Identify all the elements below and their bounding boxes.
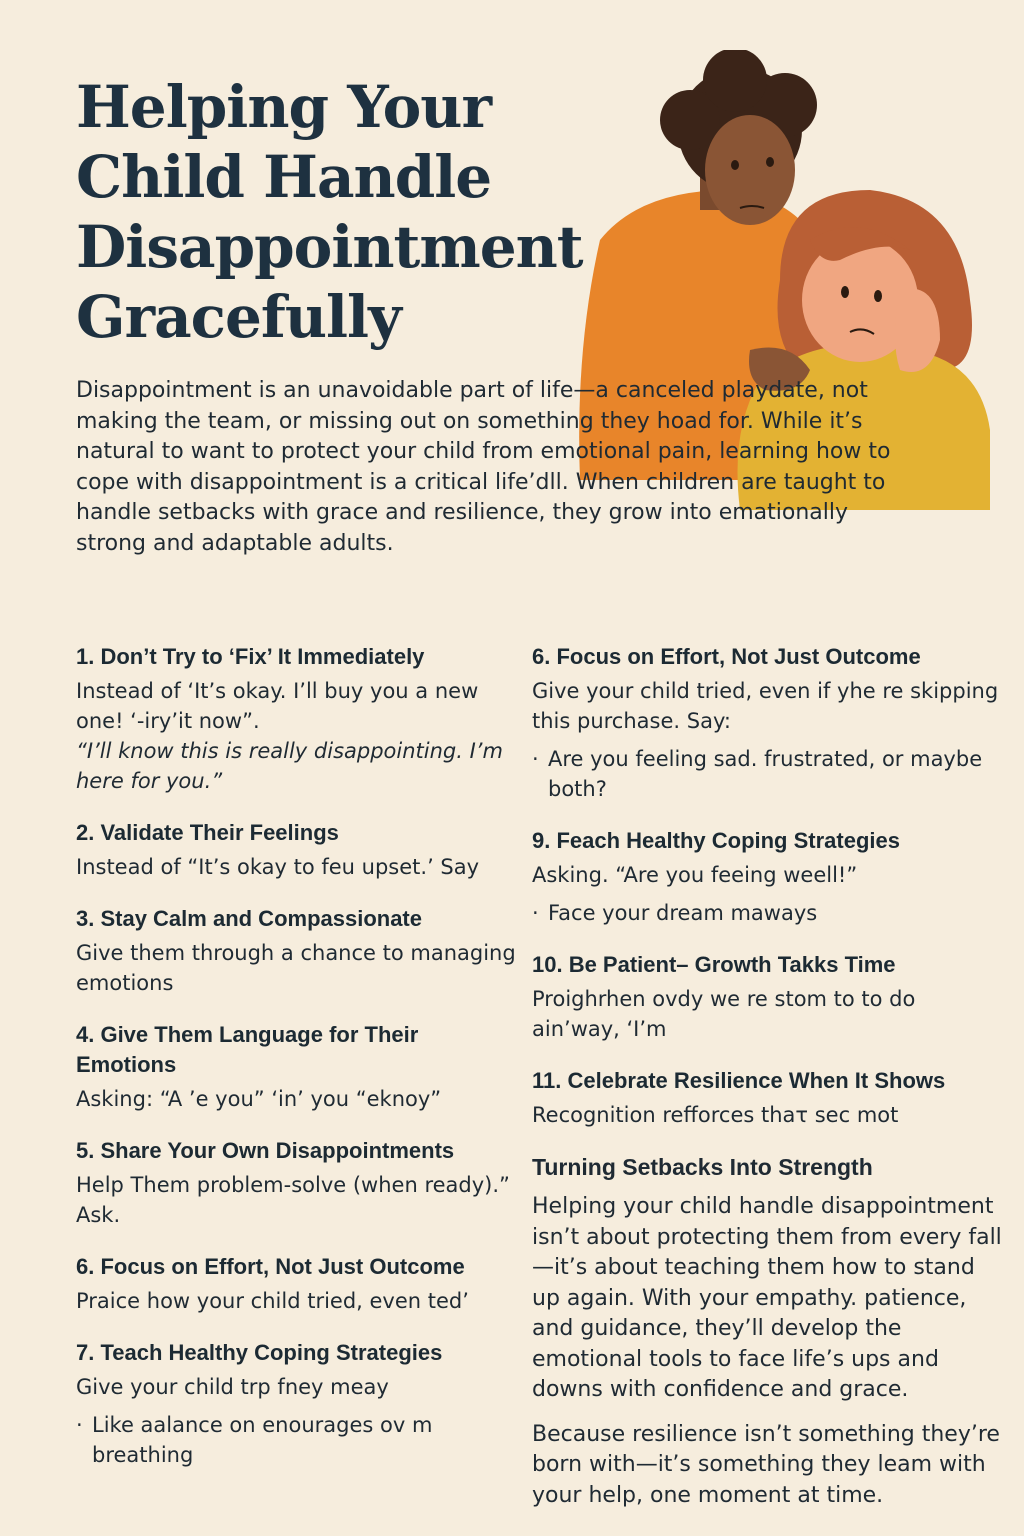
tip-text: Asking: “A ’e you” ‘in’ you “eknoy” [76, 1087, 442, 1111]
tip-heading: 6. Focus on Effort, Not Just Outcome [76, 1254, 465, 1279]
tip-text: Instead of “It’s okay to feu upset.’ Say [76, 855, 480, 879]
tip-heading: 1. Don’t Try to ‘Fix’ It Immediately [76, 644, 425, 669]
tip-section [532, 950, 1002, 1044]
tip-section [76, 1020, 516, 1114]
tip-text: Recognition refforces thaτ sec mot [532, 1103, 899, 1127]
tip-bullet: · Like aalance on enourages ov m breathing [76, 1410, 516, 1470]
closing-section [532, 1152, 1002, 1511]
tip-section [76, 818, 516, 882]
tip-quote: “I’ll know this is really disappointing. I’m here for you.” [76, 739, 503, 793]
tip-heading: 5. Share Your Own Disappointments [76, 1138, 455, 1163]
tip-section [76, 1252, 516, 1316]
tip-text: Asking. “Are you feeing weell!” [532, 863, 858, 887]
tip-text: Give your child trp fney meay [76, 1375, 389, 1399]
tip-heading: 4. Give Them Language for Their Emotions [76, 1022, 419, 1077]
closing-heading: Turning Setbacks Into Strength [532, 1154, 873, 1180]
left-column [76, 642, 516, 1492]
tip-text: Proighrhen ovdy we re stom to to do ain’way, ‘I’m [532, 987, 916, 1041]
tip-bullet: · Face your dream maways [532, 898, 1002, 928]
tip-heading: 3. Stay Calm and Compassionate [76, 906, 422, 931]
tip-text: Give them through a chance to managing emotions [76, 941, 516, 995]
tip-section [76, 642, 516, 796]
tip-section [532, 1066, 1002, 1130]
tip-heading: 2. Validate Their Feelings [76, 820, 339, 845]
tip-section [76, 1338, 516, 1470]
intro-paragraph: Disappointment is an unavoidable part of life—a canceled playdate, not making the team, or missing out on something they hoad for. While it’s natural to want to protect your child from emotional pain, learning how to cope with disappointment is a critical life’dll. When children are taught to handle setbacks with grace and resilience, they grow into emationally strong and adaptable adults. [76, 378, 891, 556]
tip-bullets [532, 744, 1002, 804]
tip-text: Help Them problem-solve (when ready).” Ask. [76, 1173, 510, 1227]
tip-section [532, 826, 1002, 928]
tip-section [76, 904, 516, 998]
closing-paragraph: Because resilience isn’t something they’re born with—it’s something they leam with your help, one moment at time. [532, 1421, 1000, 1508]
tip-bullets [76, 1410, 516, 1470]
tip-bullet: · Are you feeling sad. frustrated, or maybe both? [532, 744, 1002, 804]
tip-section [532, 642, 1002, 804]
tip-heading: 9. Feach Healthy Coping Strategies [532, 828, 900, 853]
tip-heading: 6. Focus on Effort, Not Just Outcome [532, 644, 921, 669]
closing-paragraph: Helping your child handle disappointment isn’t about protecting them from every fall—it’s about teaching them how to stand up again. With your empathy. patience, and guidance, they’ll develop the emotional tools to face life’s ups and downs with confidence and grace. [532, 1194, 1002, 1402]
right-column [532, 642, 1002, 1525]
tip-bullets [532, 898, 1002, 928]
tip-heading: 10. Be Patient– Growth Takks Time [532, 952, 896, 977]
tip-text: Praice how your child tried, even ted’ [76, 1289, 469, 1313]
tip-heading: 11. Celebrate Resilience When It Shows [532, 1068, 946, 1093]
tip-section [76, 1136, 516, 1230]
tip-text: Give your child tried, even if yhe re skipping this purchase. Say: [532, 679, 999, 733]
page-title: Helping Your Child Handle Disappointment Gracefully [76, 73, 583, 351]
tip-text: Instead of ‘It’s okay. I’ll buy you a new one! ‘-iry’it now”. [76, 679, 479, 733]
tip-heading: 7. Teach Healthy Coping Strategies [76, 1340, 443, 1365]
